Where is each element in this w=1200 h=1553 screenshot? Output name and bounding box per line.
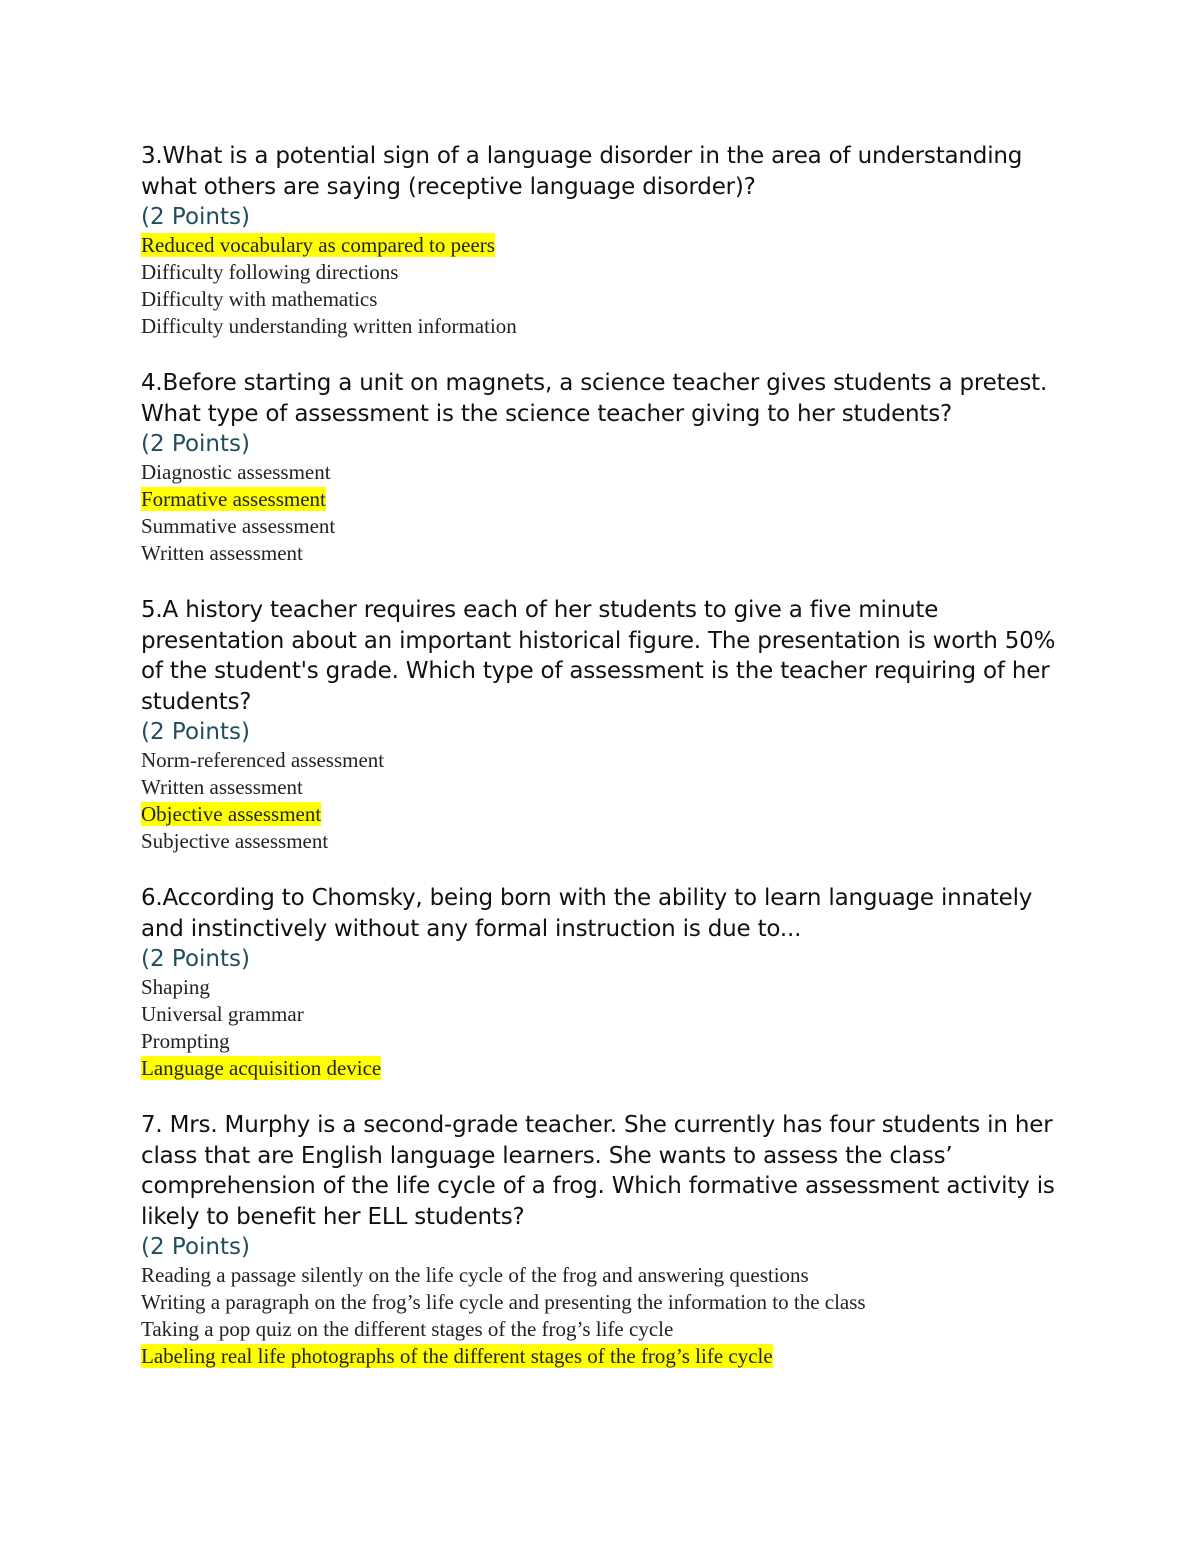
- option-item[interactable]: [141, 1262, 1061, 1289]
- option-item[interactable]: [141, 1055, 1061, 1082]
- option-item[interactable]: [141, 232, 1061, 259]
- question-7: [141, 1110, 1061, 1370]
- option-label: Diagnostic assessment: [141, 460, 331, 484]
- option-item[interactable]: [141, 1028, 1061, 1055]
- option-label: Objective assessment: [141, 802, 322, 826]
- option-item[interactable]: [141, 286, 1061, 313]
- option-item[interactable]: [141, 313, 1061, 340]
- option-label: Formative assessment: [141, 487, 326, 511]
- option-item[interactable]: [141, 801, 1061, 828]
- question-text: 5.A history teacher requires each of her students to give a five minute presentation about an important historical figure. The presentation is worth 50% of the student's grade. Which type of assessment is the teacher requiring of her students?: [141, 597, 1056, 715]
- option-label: Taking a pop quiz on the different stages of the frog’s life cycle: [141, 1317, 674, 1341]
- option-label: Norm-referenced assessment: [141, 748, 385, 772]
- option-label: Written assessment: [141, 541, 303, 565]
- question-points: (2 Points): [141, 1234, 250, 1260]
- option-list: [141, 232, 1061, 340]
- option-item[interactable]: [141, 513, 1061, 540]
- option-label: Shaping: [141, 975, 210, 999]
- option-item[interactable]: [141, 774, 1061, 801]
- question-text: 7. Mrs. Murphy is a second-grade teacher. She currently has four students in her class that are English language learners. She wants to assess the class’ comprehension of the life cycle of a frog. Which formative assessment activity is likely to benefit her ELL students?: [141, 1112, 1055, 1230]
- question-4: [141, 368, 1061, 567]
- option-label: Written assessment: [141, 775, 303, 799]
- option-list: [141, 747, 1061, 855]
- option-item[interactable]: [141, 974, 1061, 1001]
- option-label: Reduced vocabulary as compared to peers: [141, 233, 495, 257]
- question-points: (2 Points): [141, 946, 250, 972]
- option-label: Universal grammar: [141, 1002, 304, 1026]
- option-item[interactable]: [141, 828, 1061, 855]
- question-text: 6.According to Chomsky, being born with the ability to learn language innately and instinctively without any formal instruction is due to...: [141, 885, 1033, 942]
- option-item[interactable]: [141, 747, 1061, 774]
- option-label: Writing a paragraph on the frog’s life cycle and presenting the information to the class: [141, 1290, 866, 1314]
- option-label: Reading a passage silently on the life cycle of the frog and answering questions: [141, 1263, 809, 1287]
- question-6: [141, 883, 1061, 1082]
- option-label: Difficulty following directions: [141, 260, 399, 284]
- option-label: Labeling real life photographs of the different stages of the frog’s life cycle: [141, 1344, 773, 1368]
- option-label: Difficulty with mathematics: [141, 287, 378, 311]
- option-item[interactable]: [141, 1316, 1061, 1343]
- option-item[interactable]: [141, 540, 1061, 567]
- option-item[interactable]: [141, 459, 1061, 486]
- option-label: Subjective assessment: [141, 829, 329, 853]
- document-page: [141, 141, 1061, 1390]
- option-label: Language acquisition device: [141, 1056, 382, 1080]
- question-points: (2 Points): [141, 431, 250, 457]
- question-points: (2 Points): [141, 719, 250, 745]
- option-item[interactable]: [141, 486, 1061, 513]
- option-list: [141, 974, 1061, 1082]
- question-text: 4.Before starting a unit on magnets, a science teacher gives students a pretest. What type of assessment is the science teacher giving to her students?: [141, 370, 1048, 427]
- option-item[interactable]: [141, 1289, 1061, 1316]
- option-list: [141, 1262, 1061, 1370]
- option-item[interactable]: [141, 259, 1061, 286]
- option-list: [141, 459, 1061, 567]
- option-label: Summative assessment: [141, 514, 336, 538]
- option-item[interactable]: [141, 1001, 1061, 1028]
- question-3: [141, 141, 1061, 340]
- option-label: Prompting: [141, 1029, 230, 1053]
- question-points: (2 Points): [141, 204, 250, 230]
- option-item[interactable]: [141, 1343, 1061, 1370]
- option-label: Difficulty understanding written information: [141, 314, 517, 338]
- question-text: 3.What is a potential sign of a language disorder in the area of understanding what others are saying (receptive language disorder)?: [141, 143, 1023, 200]
- question-5: [141, 595, 1061, 855]
